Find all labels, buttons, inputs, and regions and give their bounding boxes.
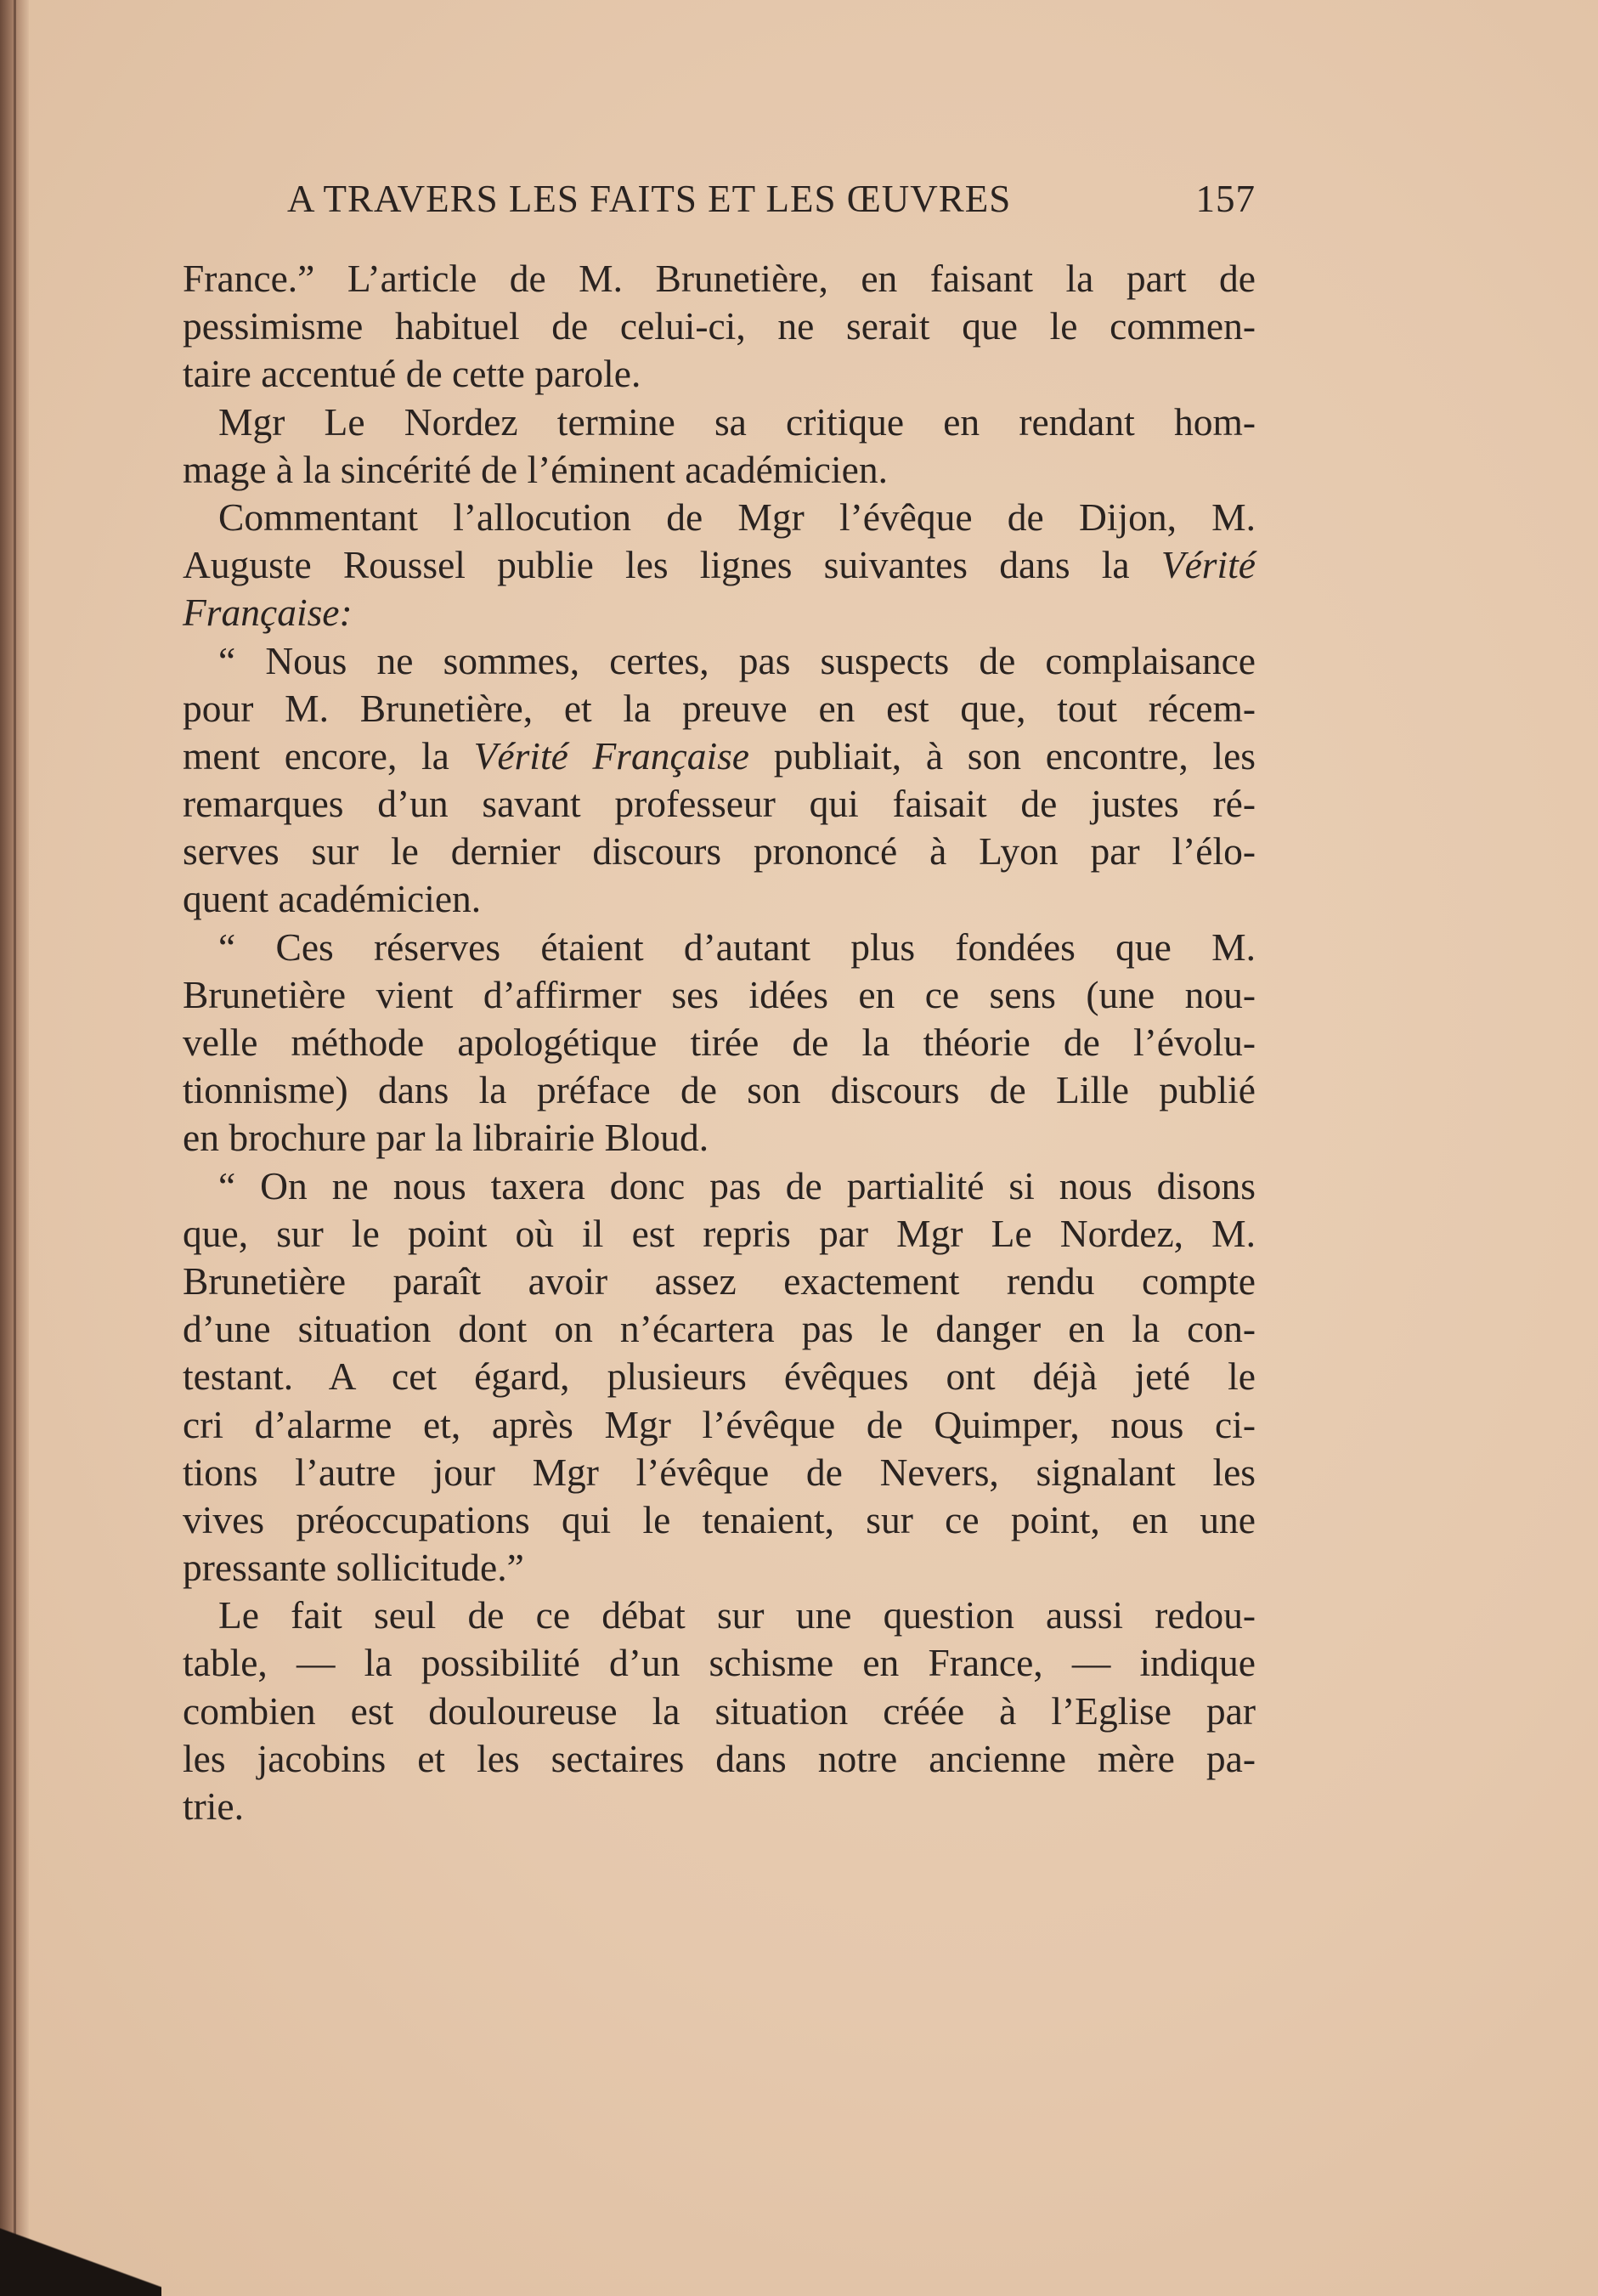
- line-text: tionnisme) dans la préface de son discours de Lille publié: [183, 1068, 1256, 1112]
- line-text: les jacobins et les sectaires dans notre ancienne mère pa-: [183, 1736, 1256, 1780]
- text-line: [183, 589, 1256, 636]
- line-text: “ Nous ne sommes, certes, pas suspects de complaisance: [218, 638, 1256, 682]
- line-text: mage à la sincérité de l’éminent académicien.: [183, 447, 888, 491]
- line-text: serves sur le dernier discours prononcé à Lyon par l’élo-: [183, 829, 1256, 874]
- text-line: [183, 1162, 1256, 1210]
- text-line: [183, 1496, 1256, 1544]
- line-text: ment encore, la: [183, 733, 474, 778]
- line-text: en brochure par la librairie Bloud.: [183, 1116, 709, 1160]
- text-line: [183, 875, 1256, 923]
- text-line: [183, 1449, 1256, 1496]
- line-text: Mgr Le Nordez termine sa critique en rendant hom-: [218, 399, 1256, 444]
- line-text: Auguste Roussel publie les lignes suivantes dans la: [183, 543, 1161, 587]
- text-line: [183, 350, 1256, 398]
- text-line: [183, 541, 1256, 589]
- line-text: Commentant l’allocution de Mgr l’évêque de Dijon, M.: [218, 495, 1256, 539]
- line-text: velle méthode apologétique tirée de la théorie de l’évolu-: [183, 1021, 1256, 1064]
- line-text: remarques d’un savant professeur qui faisait de justes ré-: [183, 782, 1256, 826]
- line-text: tions l’autre jour Mgr l’évêque de Nevers, signalant les: [183, 1450, 1256, 1494]
- text-line: [183, 1353, 1256, 1400]
- text-line: [183, 780, 1256, 828]
- text-line: [183, 494, 1256, 541]
- page-corner-shadow: [0, 2203, 161, 2296]
- line-text: “ Ces réserves étaient d’autant plus fondées que M.: [218, 925, 1256, 969]
- line-text: “ On ne nous taxera donc pas de partialité si nous disons: [218, 1163, 1256, 1207]
- text-line: [183, 303, 1256, 350]
- text-line: [183, 1210, 1256, 1258]
- body-text: [183, 255, 1256, 1830]
- line-text-continued: publiait, à son encontre, les: [749, 733, 1256, 778]
- line-text: testant. A cet égard, plusieurs évêques ont déjà jeté le: [183, 1354, 1256, 1399]
- line-text: pour M. Brunetière, et la preuve en est que, tout récem-: [183, 686, 1256, 730]
- text-line: [183, 1114, 1256, 1162]
- text-line: [183, 732, 1256, 780]
- text-line: [183, 255, 1256, 303]
- line-text: table, — la possibilité d’un schisme en France, — indique: [183, 1641, 1256, 1685]
- line-italic-text: Vérité Française: [473, 733, 749, 778]
- text-line: [183, 446, 1256, 494]
- running-title: A TRAVERS LES FAITS ET LES ŒUVRES: [287, 178, 1012, 220]
- line-text: Le fait seul de ce débat sur une question aussi redou-: [218, 1593, 1256, 1637]
- line-text: pressante sollicitude.”: [183, 1546, 524, 1590]
- text-line: [183, 971, 1256, 1019]
- line-text: pessimisme habituel de celui-ci, ne serait que le commen-: [183, 304, 1256, 348]
- line-text: Brunetière vient d’affirmer ses idées en ce sens (une nou-: [183, 972, 1256, 1016]
- line-text: quent académicien.: [183, 877, 482, 921]
- line-text: cri d’alarme et, après Mgr l’évêque de Quimper, nous ci-: [183, 1402, 1256, 1446]
- line-italic-text: Française:: [183, 591, 353, 635]
- line-text: France.” L’article de M. Brunetière, en faisant la part de: [183, 257, 1256, 300]
- line-text: que, sur le point où il est repris par Mgr Le Nordez, M.: [183, 1211, 1256, 1255]
- line-text: d’une situation dont on n’écartera pas le danger en la con-: [183, 1307, 1256, 1351]
- text-line: [183, 1305, 1256, 1353]
- line-text: taire accentué de cette parole.: [183, 352, 641, 396]
- text-line: [183, 1639, 1256, 1687]
- text-line: [183, 1019, 1256, 1066]
- text-line: [183, 1735, 1256, 1783]
- text-line: [183, 1066, 1256, 1114]
- line-text: Brunetière paraît avoir assez exactement rendu compte: [183, 1258, 1256, 1303]
- text-line: [183, 828, 1256, 875]
- line-text: trie.: [183, 1784, 245, 1828]
- text-line: [183, 1688, 1256, 1735]
- line-text: combien est douloureuse la situation créée à l’Eglise par: [183, 1688, 1256, 1733]
- text-line: [183, 637, 1256, 685]
- text-line: [183, 1544, 1256, 1592]
- running-head: [287, 170, 1256, 229]
- text-line: [183, 1258, 1256, 1305]
- text-line: [183, 1783, 1256, 1830]
- line-italic-text: Vérité: [1160, 543, 1256, 587]
- line-text: vives préoccupations qui le tenaient, sur ce point, en une: [183, 1497, 1256, 1541]
- text-line: [183, 685, 1256, 732]
- page-number: 157: [1195, 178, 1256, 220]
- text-line: [183, 1592, 1256, 1639]
- text-line: [183, 399, 1256, 446]
- binding-edge: [14, 0, 16, 2296]
- text-line: [183, 924, 1256, 971]
- text-line: [183, 1401, 1256, 1449]
